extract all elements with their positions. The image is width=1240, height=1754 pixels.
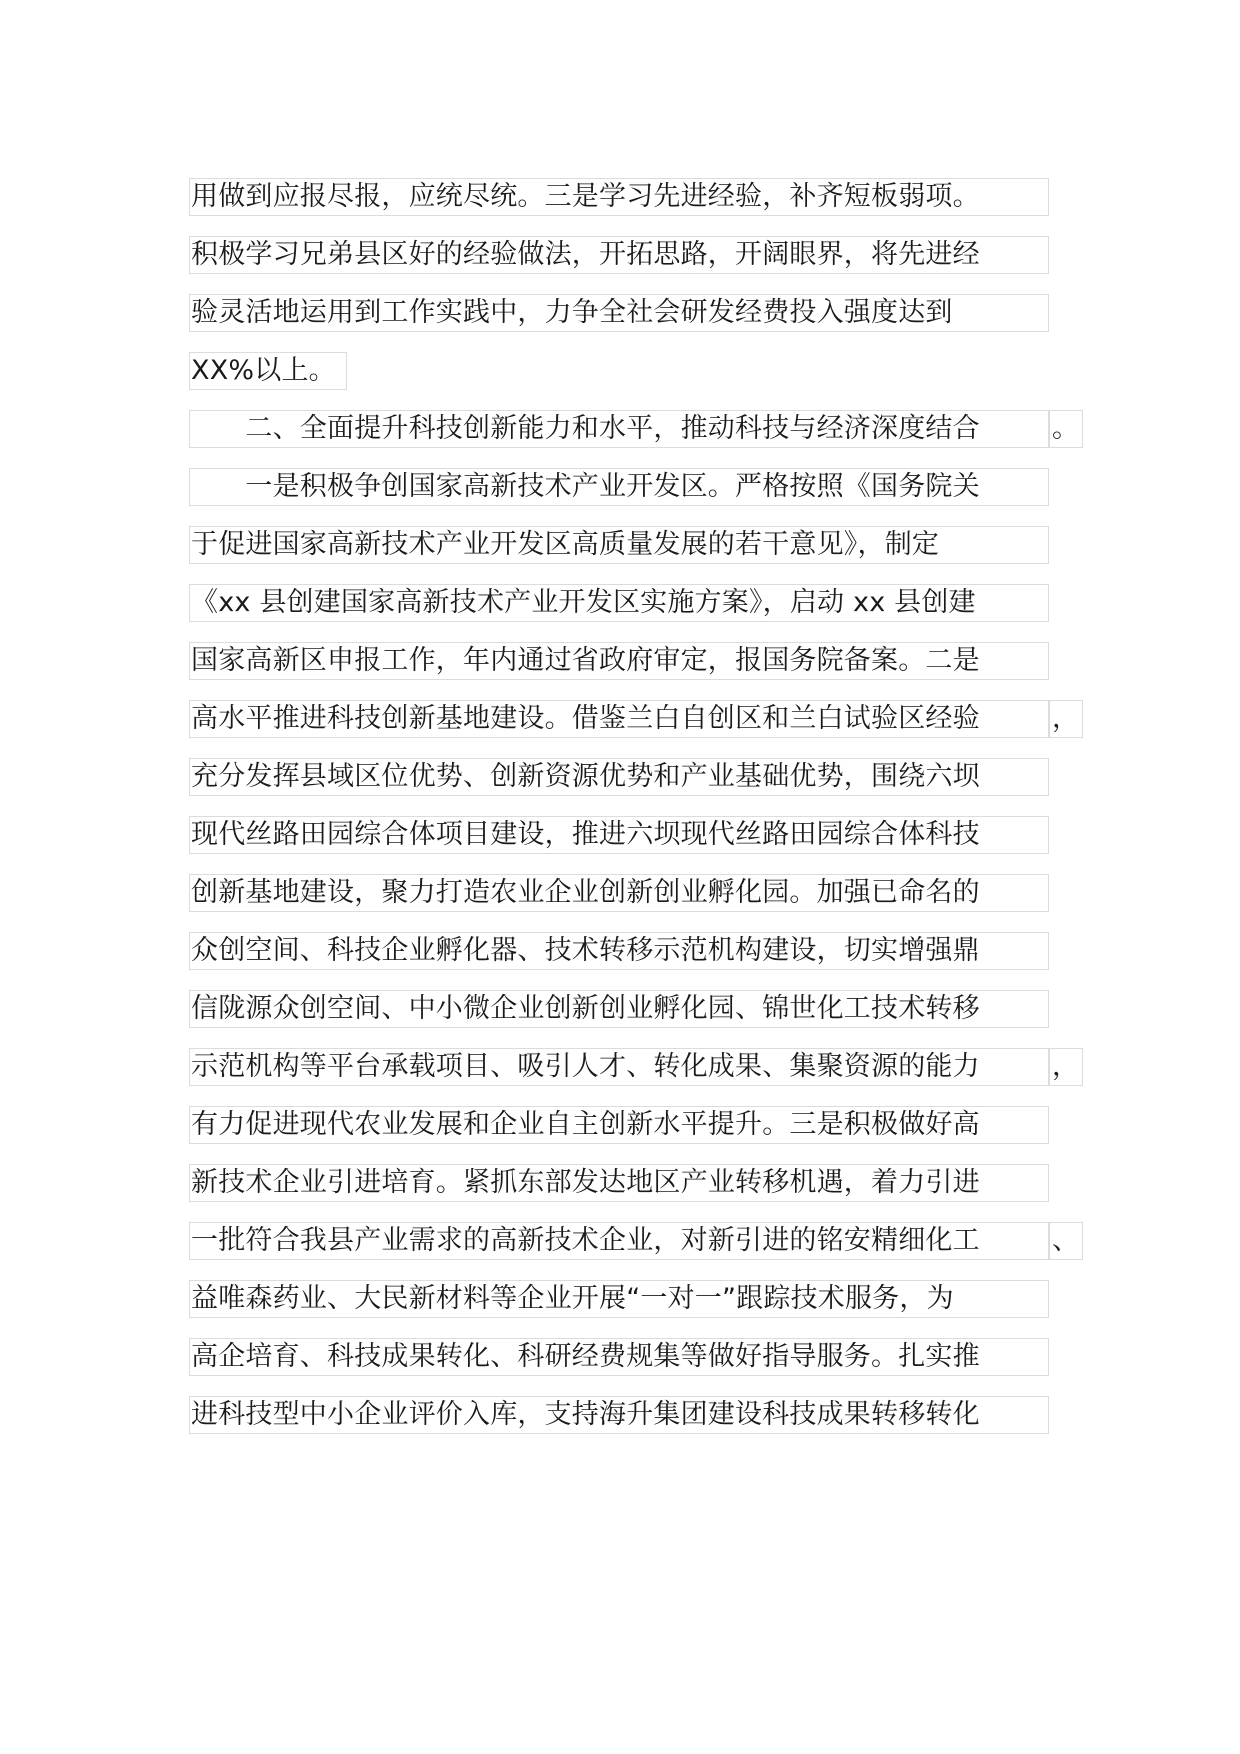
text-line-7: 于促进国家高新技术产业开发区高质量发展的若干意见》，制定	[189, 526, 1049, 564]
text-line-20: 益唯森药业、大民新材料等企业开展“一对一”跟踪技术服务，为	[189, 1280, 1049, 1318]
text-line-3: 验灵活地运用到工作实践中，力争全社会研发经费投入强度达到	[189, 294, 1049, 332]
text-line-19-tail: 、	[1049, 1222, 1083, 1260]
section-heading-2-tail: 。	[1049, 410, 1083, 448]
text-line-17: 有力促进现代农业发展和企业自主创新水平提升。三是积极做好高	[189, 1106, 1049, 1144]
text-line-21: 高企培育、科技成果转化、科研经费规集等做好指导服务。扎实推	[189, 1338, 1049, 1376]
text-line-8: 《xx 县创建国家高新技术产业开发区实施方案》，启动 xx 县创建	[189, 584, 1049, 622]
text-line-15: 信陇源众创空间、中小微企业创新创业孵化园、锦世化工技术转移	[189, 990, 1049, 1028]
text-line-9: 国家高新区申报工作，年内通过省政府审定，报国务院备案。二是	[189, 642, 1049, 680]
text-line-16: 示范机构等平台承载项目、吸引人才、转化成果、集聚资源的能力	[189, 1048, 1049, 1086]
text-line-2: 积极学习兄弟县区好的经验做法，开拓思路，开阔眼界，将先进经	[189, 236, 1049, 274]
text-line-4: XX%以上。	[189, 352, 347, 390]
text-line-19: 一批符合我县产业需求的高新技术企业，对新引进的铭安精细化工	[189, 1222, 1049, 1260]
text-line-16-tail: ，	[1049, 1048, 1083, 1086]
text-line-18: 新技术企业引进培育。紧抓东部发达地区产业转移机遇，着力引进	[189, 1164, 1049, 1202]
text-line-6: 一是积极争创国家高新技术产业开发区。严格按照《国务院关	[189, 468, 1049, 506]
text-line-13: 创新基地建设，聚力打造农业企业创新创业孵化园。加强已命名的	[189, 874, 1049, 912]
text-line-12: 现代丝路田园综合体项目建设，推进六坝现代丝路田园综合体科技	[189, 816, 1049, 854]
text-line-10: 高水平推进科技创新基地建设。借鉴兰白自创区和兰白试验区经验	[189, 700, 1049, 738]
section-heading-2: 二、全面提升科技创新能力和水平，推动科技与经济深度结合	[189, 410, 1049, 448]
text-line-10-tail: ，	[1049, 700, 1083, 738]
text-line-22: 进科技型中小企业评价入库，支持海升集团建设科技成果转移转化	[189, 1396, 1049, 1434]
text-line-14: 众创空间、科技企业孵化器、技术转移示范机构建设，切实增强鼎	[189, 932, 1049, 970]
text-line-1: 用做到应报尽报，应统尽统。三是学习先进经验，补齐短板弱项。	[189, 178, 1049, 216]
text-line-11: 充分发挥县域区位优势、创新资源优势和产业基础优势，围绕六坝	[189, 758, 1049, 796]
